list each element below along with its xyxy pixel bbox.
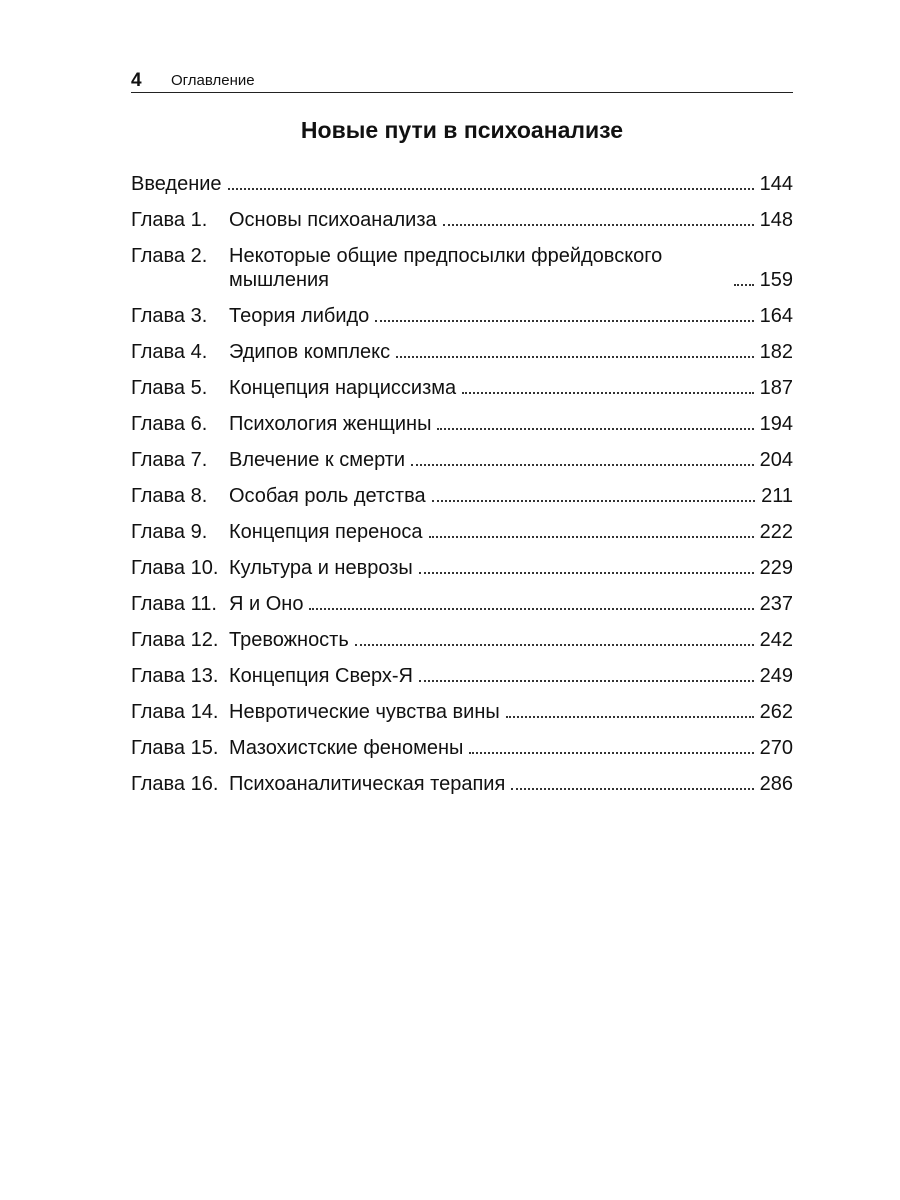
chapter-title: Я и Оно: [229, 593, 304, 615]
chapter-label: Глава 3.: [131, 305, 208, 327]
toc-page-number: 249: [759, 665, 793, 687]
toc-page-number: 187: [759, 377, 793, 399]
dot-leader: [228, 188, 754, 190]
chapter-title: Культура и неврозы: [229, 557, 413, 579]
toc-entry-chapter-3: [131, 304, 793, 328]
running-head: Оглавление: [171, 72, 255, 89]
page-header: [131, 68, 793, 93]
toc-entry-chapter-14: [131, 700, 793, 724]
toc-entry-chapter-4: [131, 340, 793, 364]
toc-entry-chapter-1: [131, 208, 793, 232]
dot-leader: [462, 392, 753, 394]
toc-page-number: 262: [759, 701, 793, 723]
chapter-label: Глава 1.: [131, 209, 208, 231]
chapter-label: Глава 14.: [131, 701, 219, 723]
dot-leader: [443, 224, 754, 226]
toc-page-number: 242: [759, 629, 793, 651]
chapter-label: Глава 15.: [131, 737, 219, 759]
chapter-title: Мазохистские феномены: [229, 737, 464, 759]
chapter-title: Особая роль детства: [229, 485, 426, 507]
chapter-title: Психология женщины: [229, 413, 432, 435]
toc-entry-chapter-16: [131, 772, 793, 796]
dot-leader: [469, 752, 753, 754]
toc-page-number: 286: [759, 773, 793, 795]
chapter-title: Концепция нарциссизма: [229, 377, 457, 399]
chapter-label: Глава 2.: [131, 245, 208, 267]
chapter-label: Глава 6.: [131, 413, 208, 435]
toc-page-number: 182: [759, 341, 793, 363]
toc-page-number: 148: [759, 209, 793, 231]
dot-leader: [432, 500, 755, 502]
toc-page-number: 237: [759, 593, 793, 615]
dot-leader: [511, 788, 753, 790]
chapter-title: Тревожность: [229, 629, 349, 651]
toc-page-number: 144: [759, 173, 793, 195]
dot-leader: [396, 356, 753, 358]
toc-page-number: 194: [759, 413, 793, 435]
toc-page-number: 211: [761, 485, 793, 507]
dot-leader: [437, 428, 753, 430]
chapter-label: Глава 16.: [131, 773, 219, 795]
chapter-title: Эдипов комплекс: [229, 341, 391, 363]
table-of-contents: [131, 172, 793, 808]
toc-entry-chapter-8: [131, 484, 793, 508]
chapter-title: Концепция Сверх-Я: [229, 665, 413, 687]
chapter-title: Некоторые общие предпосылки фрейдовского мышления: [229, 245, 663, 291]
toc-page-number: 159: [759, 269, 793, 291]
toc-entry-chapter-7: [131, 448, 793, 472]
section-title: Новые пути в психоанализе: [300, 117, 624, 143]
chapter-label: Глава 12.: [131, 629, 219, 651]
dot-leader: [506, 716, 754, 718]
toc-entry-chapter-9: [131, 520, 793, 544]
toc-page-number: 229: [759, 557, 793, 579]
toc-entry-chapter-15: [131, 736, 793, 760]
toc-entry-chapter-2: [131, 244, 793, 292]
chapter-label: Глава 7.: [131, 449, 208, 471]
toc-entry-chapter-6: [131, 412, 793, 436]
chapter-label: Глава 5.: [131, 377, 208, 399]
dot-leader: [411, 464, 754, 466]
toc-entry-chapter-10: [131, 556, 793, 580]
toc-entry-chapter-13: [131, 664, 793, 688]
chapter-title: Невротические чувства вины: [229, 701, 500, 723]
chapter-label: Глава 8.: [131, 485, 208, 507]
toc-page-number: 270: [759, 737, 793, 759]
chapter-title: Психоаналитическая терапия: [229, 773, 506, 795]
chapter-title: Теория либидо: [229, 305, 370, 327]
toc-entry-chapter-12: [131, 628, 793, 652]
toc-entry-introduction: [131, 172, 793, 196]
dot-leader: [355, 644, 754, 646]
dot-leader: [734, 284, 754, 286]
chapter-title: Основы психоанализа: [229, 209, 437, 231]
chapter-label: Глава 13.: [131, 665, 219, 687]
dot-leader: [375, 320, 753, 322]
chapter-label: Глава 10.: [131, 557, 219, 579]
toc-entry-text: Введение: [131, 173, 222, 195]
toc-page-number: 222: [759, 521, 793, 543]
dot-leader: [309, 608, 753, 610]
toc-page-number: 164: [759, 305, 793, 327]
page-number: 4: [131, 70, 142, 91]
toc-entry-chapter-5: [131, 376, 793, 400]
chapter-title: Влечение к смерти: [229, 449, 406, 471]
toc-page-number: 204: [759, 449, 793, 471]
chapter-label: Глава 4.: [131, 341, 208, 363]
toc-entry-chapter-11: [131, 592, 793, 616]
dot-leader: [419, 572, 754, 574]
chapter-label: Глава 11.: [131, 593, 217, 615]
dot-leader: [429, 536, 754, 538]
chapter-title: Концепция переноса: [229, 521, 423, 543]
chapter-label: Глава 9.: [131, 521, 208, 543]
dot-leader: [419, 680, 754, 682]
